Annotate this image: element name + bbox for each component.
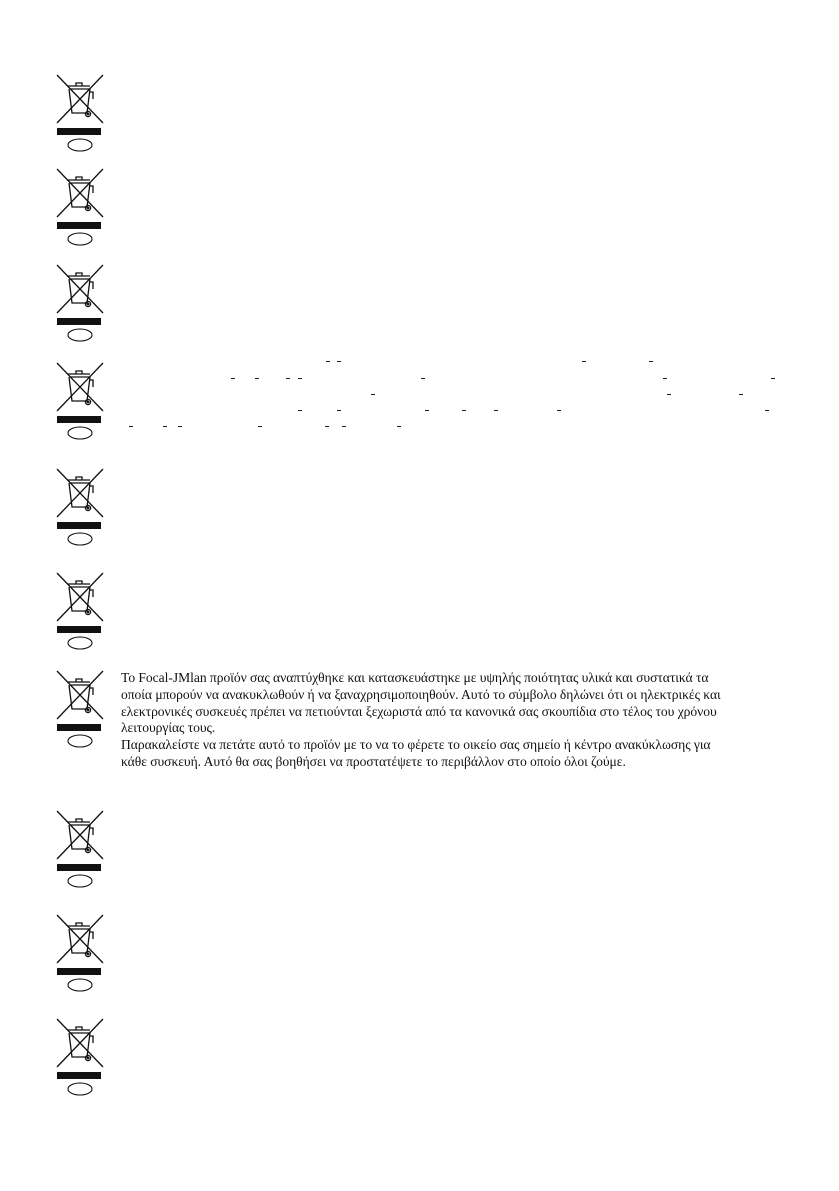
- weee-bin-icon: [54, 808, 106, 888]
- weee-bin-icon: [54, 466, 106, 546]
- weee-bin-icon: [54, 1016, 106, 1096]
- weee-bin-icon: [54, 72, 106, 152]
- notice-paragraph-2: Παρακαλείστε να πετάτε αυτό το προϊόν με το να το φέρετε το οικείο σας σημείο ή κέντρο ανακύκλωσης για κάθε συσκευή. Αυτό θα σας βοηθήσει να προστατέψετε το περιβάλλον στο οποίο όλοι ζούμε.: [121, 737, 711, 769]
- weee-bin-icon: [54, 668, 106, 748]
- notice-paragraph-1: Το Focal-JMlan προϊόν σας αναπτύχθηκε και κατασκευάστηκε με υψηλής ποιότητας υλικά και συστατικά τα οποία μπορούν να ανακυκλωθούν ή να ξαναχρησιμοποιηθούν. Αυτό το σύμβολο δηλώνει ότι οι ηλεκτρικές και ελεκτρονικές συσκευές πρέπει να πετιούνται ξεχωριστά από τα κανονικά σας σκουπίδια στο τέλος του χρόνου λειτουργίας τους.: [121, 670, 721, 736]
- weee-bin-icon: [54, 262, 106, 342]
- weee-bin-icon: [54, 570, 106, 650]
- recycling-notice: [121, 670, 721, 771]
- weee-bin-icon: [54, 166, 106, 246]
- weee-bin-icon: [54, 360, 106, 440]
- weee-bin-icon: [54, 912, 106, 992]
